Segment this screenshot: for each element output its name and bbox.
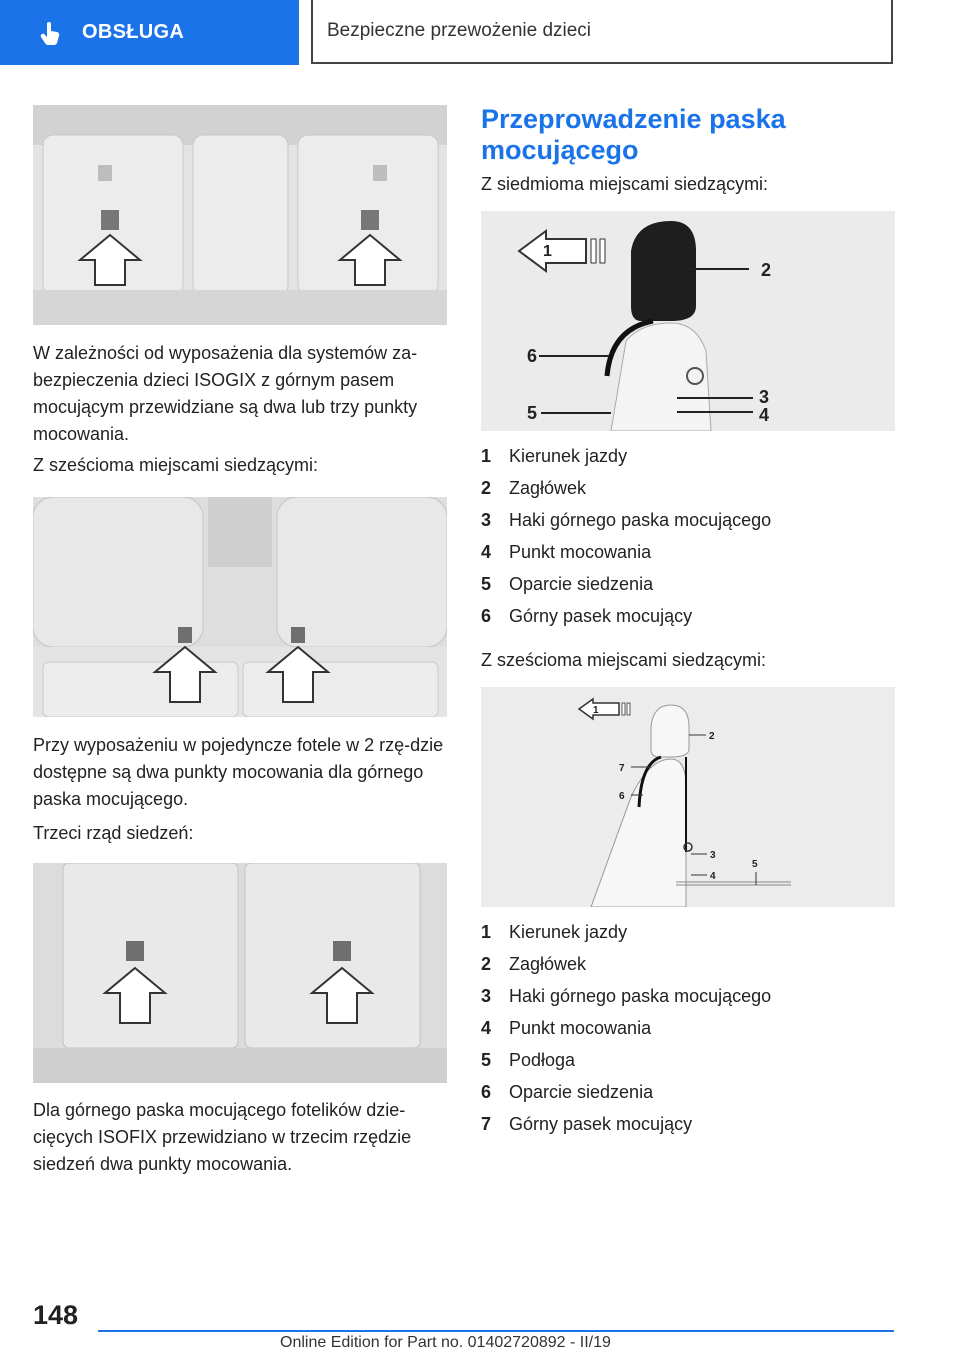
list-item: 2 Zagłówek: [481, 477, 587, 498]
seat-anchor-image-1: [33, 105, 447, 325]
list-item: 7 Górny pasek mocujący: [481, 1113, 693, 1134]
diagram1-label-4: 4: [759, 405, 770, 425]
diagram2-label-4: 4: [710, 871, 716, 882]
list-item: 3 Haki górnego paska mocującego: [481, 985, 772, 1006]
footer-divider: [98, 1330, 894, 1332]
list-item: 1 Kierunek jazdy: [481, 921, 628, 942]
tether-diagram-seven-seats: [481, 211, 895, 431]
section-tab[interactable]: [0, 0, 299, 65]
subtitle-six-seats: Z sześcioma miejscami siedzącymi:: [481, 650, 767, 670]
diagram2-label-3: 3: [710, 850, 716, 861]
paragraph-six-seats: Z sześcioma miejscami siedzącymi:: [33, 455, 319, 475]
paragraph-third-row: Trzeci rząd siedzeń:: [33, 823, 194, 843]
page-title: Bezpieczne przewożenie dzieci: [311, 0, 893, 64]
list-item: 2 Zagłówek: [481, 953, 587, 974]
diagram2-label-7: 7: [619, 763, 625, 774]
legend-seven-seats: [481, 440, 895, 632]
diagram1-label-1: 1: [543, 243, 552, 260]
seat-anchor-image-2: [33, 497, 447, 717]
subtitle-seven-seats: Z siedmioma miejscami siedzącymi:: [481, 174, 769, 194]
list-item: 4 Punkt mocowania: [481, 541, 652, 562]
list-item: 3 Haki górnego paska mocującego: [481, 509, 772, 530]
list-item: 5 Podłoga: [481, 1049, 576, 1070]
list-item: 4 Punkt mocowania: [481, 1017, 652, 1038]
diagram1-label-5: 5: [527, 403, 538, 423]
hand-pointer-icon: [38, 20, 64, 46]
section-heading: Przeprowadzenie paska mocującego: [481, 104, 786, 165]
diagram2-label-5: 5: [752, 859, 758, 870]
paragraph-single-seats: Przy wyposażeniu w pojedyncze fotele w 2 rzę-dzie dostępne są dwa punkty mocowania dla górnego paska mocującego.: [33, 735, 444, 809]
list-item: 6 Oparcie siedzenia: [481, 1081, 654, 1102]
diagram1-label-6: 6: [527, 346, 538, 366]
footer-edition: Online Edition for Part no. 01402720892 - II/19: [280, 1334, 611, 1351]
list-item: 1 Kierunek jazdy: [481, 445, 628, 466]
seat-anchor-image-3: [33, 863, 447, 1083]
list-item: 5 Oparcie siedzenia: [481, 573, 654, 594]
diagram1-label-2: 2: [761, 260, 772, 280]
list-item: 6 Górny pasek mocujący: [481, 605, 693, 626]
diagram1-label-3: 3: [759, 387, 770, 407]
tether-diagram-six-seats: [481, 687, 895, 907]
section-label: OBSŁUGA: [82, 21, 185, 43]
diagram2-label-6: 6: [619, 791, 625, 802]
paragraph-isofix-third-row: Dla górnego paska mocującego fotelików dzie-cięcych ISOFIX przewidziano w trzecim rzędzie siedzeń dwa punkty mocowania.: [33, 1100, 412, 1174]
diagram2-label-2: 2: [709, 731, 715, 742]
paragraph-intro: W zależności od wyposażenia dla systemów za-bezpieczenia dzieci ISOGIX z górnym pasem mocującym przewidziane są dwa lub trzy punkty mocowania.: [33, 343, 418, 444]
page-number: 148: [33, 1300, 79, 1330]
legend-six-seats: [481, 916, 895, 1140]
diagram2-label-1: 1: [593, 705, 599, 716]
